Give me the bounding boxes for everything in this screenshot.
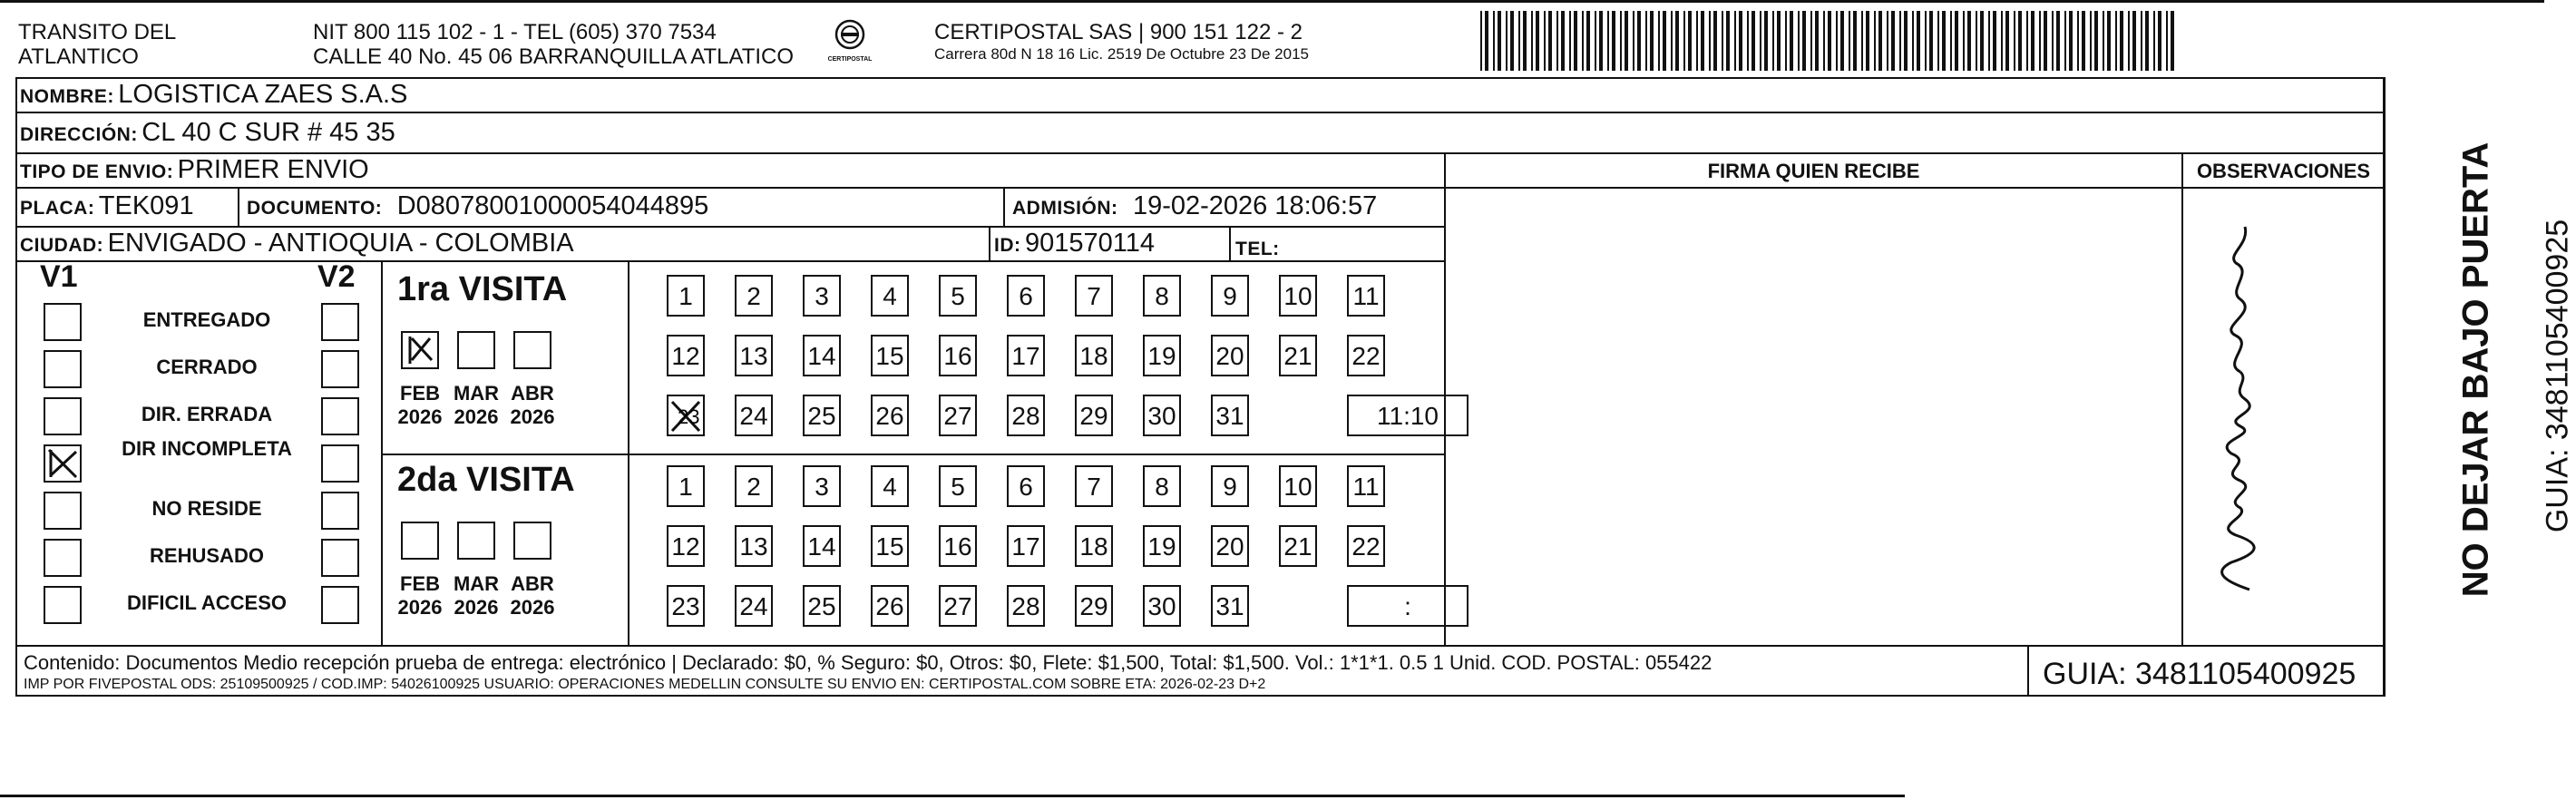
day-box[interactable]: 29 [1075, 395, 1113, 436]
status-option-label: REHUSADO [150, 544, 264, 567]
signature [2186, 209, 2286, 608]
barcode-bar [1701, 11, 1704, 71]
month-label [388, 382, 452, 429]
col-line [381, 260, 383, 645]
barcode-bar [1582, 11, 1584, 71]
logo-icon [832, 18, 868, 51]
direccion-value: CL 40 C SUR # 45 35 [141, 118, 395, 147]
barcode-bar [1751, 11, 1755, 71]
admision-value: 19-02-2026 18:06:57 [1132, 191, 1378, 220]
observaciones-header: OBSERVACIONES [2196, 160, 2371, 182]
side-guia-text: GUIA: 3481105400925 [2540, 219, 2575, 533]
day-box[interactable]: 25 [803, 395, 841, 436]
id-value: 901570114 [1024, 229, 1155, 258]
barcode-bar [1747, 11, 1749, 71]
day-box[interactable]: 4 [871, 465, 909, 507]
documento-cell [247, 191, 708, 221]
barcode-bar [1810, 11, 1812, 71]
day-box[interactable]: 9 [1211, 465, 1249, 507]
col-line [2027, 645, 2029, 697]
barcode-bar [1683, 11, 1685, 71]
barcode-bar [1912, 11, 1914, 71]
day-box[interactable]: 1 [667, 465, 705, 507]
direccion-row [20, 118, 395, 148]
col-line [1444, 187, 2181, 189]
day-box[interactable]: 8 [1143, 275, 1181, 317]
col-line [1229, 226, 1231, 260]
bottom-edge [0, 795, 1905, 797]
placa-cell [20, 191, 194, 221]
barcode-bar [1620, 11, 1622, 71]
barcode-bar [1772, 11, 1774, 71]
barcode-bar [1823, 11, 1825, 71]
barcode-bar [1650, 11, 1654, 71]
day-box[interactable]: 22 [1347, 335, 1385, 376]
day-box[interactable]: 19 [1143, 525, 1181, 567]
barcode-bar [1518, 11, 1520, 71]
barcode-bar [2094, 11, 2098, 71]
day-box[interactable]: 20 [1211, 525, 1249, 567]
v1-checkbox[interactable] [44, 350, 82, 388]
col-line [238, 187, 239, 226]
barcode-bar [1950, 11, 1952, 71]
day-box[interactable]: 5 [939, 275, 977, 317]
barcode-bar [1917, 11, 1920, 71]
documento-value: D08078001000054044895 [396, 191, 709, 220]
barcode-bar [1595, 11, 1596, 71]
barcode-bar [1561, 11, 1565, 71]
v2-checkbox[interactable] [321, 586, 359, 624]
barcode-bar [2103, 11, 2104, 71]
barcode-bar [1878, 11, 1882, 71]
month-checkbox[interactable] [457, 331, 495, 369]
day-box[interactable]: 5 [939, 465, 977, 507]
barcode-bar [1874, 11, 1876, 71]
barcode-bar [1925, 11, 1927, 71]
barcode-bar [1760, 11, 1761, 71]
month-name: FEB [400, 572, 440, 595]
day-box[interactable]: 31 [1211, 585, 1249, 627]
id-cell [994, 229, 1155, 259]
barcode-bar [1569, 11, 1571, 71]
barcode-bar [1887, 11, 1888, 71]
barcode-bar [2120, 11, 2123, 71]
day-box[interactable]: 25 [803, 585, 841, 627]
status-option-label: NO RESIDE [151, 497, 262, 520]
footer-imp: IMP POR FIVEPOSTAL ODS: 25109500925 / COD.IMP: 54026100925 USUARIO: OPERACIONES MEDELLIN CONSULTE SU ENVIO EN: CERTIPOSTAL.COM SOBRE ETA: 2026-02-23 D+2 [24, 677, 1266, 692]
barcode-bar [1498, 11, 1501, 71]
day-box[interactable]: 26 [871, 395, 909, 436]
month-year: 2026 [397, 596, 443, 619]
barcode-bar [2026, 11, 2028, 71]
day-box[interactable]: 9 [1211, 275, 1249, 317]
barcode-bar [1586, 11, 1590, 71]
tipo-value: PRIMER ENVIO [177, 155, 369, 184]
courier-line2: Carrera 80d N 18 16 Lic. 2519 De Octubre 23 De 2015 [934, 45, 1309, 63]
barcode-bar [1955, 11, 1958, 71]
courier-info [934, 20, 1309, 64]
barcode-bar [2141, 11, 2142, 71]
nombre-value: LOGISTICA ZAES S.A.S [118, 80, 408, 109]
barcode-bar [1849, 11, 1850, 71]
col-line [1003, 187, 1005, 226]
first-visit-title: 1ra VISITA [397, 270, 568, 308]
barcode-bar [1734, 11, 1736, 71]
barcode-bar [1929, 11, 1933, 71]
barcode-bar [1980, 11, 1984, 71]
barcode-bar [2153, 11, 2155, 71]
col-line [2181, 152, 2183, 645]
admision-label: ADMISIÓN: [1012, 198, 1118, 219]
month-year: 2026 [510, 405, 555, 428]
barcode-bar [2005, 11, 2009, 71]
day-box[interactable]: 21 [1279, 335, 1317, 376]
barcode-bar [2069, 11, 2073, 71]
barcode-bar [1637, 11, 1641, 71]
barcode-bar [1633, 11, 1634, 71]
barcode-bar [1607, 11, 1609, 71]
status-option-label: DIR INCOMPLETA [122, 437, 292, 460]
side-notice [2386, 77, 2575, 697]
col-line [2181, 187, 2384, 189]
nombre-row [20, 80, 407, 110]
barcode-bar [1510, 11, 1514, 71]
day-box[interactable]: 3 [803, 465, 841, 507]
barcode-bar [1688, 11, 1692, 71]
barcode-bar [2001, 11, 2003, 71]
barcode-bar [1696, 11, 1698, 71]
barcode-bar [1709, 11, 1711, 71]
day-box[interactable]: 30 [1143, 395, 1181, 436]
day-box[interactable]: 21 [1279, 525, 1317, 567]
barcode-bar [2014, 11, 2015, 71]
day-box[interactable]: 23 [667, 585, 705, 627]
company-contact [313, 20, 794, 69]
barcode-bar [1967, 11, 1971, 71]
barcode-bar [1993, 11, 1996, 71]
day-box[interactable]: 10 [1279, 465, 1317, 507]
tel-label: TEL: [1235, 239, 1280, 259]
time-box[interactable]: 11:10 [1347, 395, 1469, 436]
company-line2: ATLANTICO [18, 44, 139, 69]
v2-checkbox[interactable] [321, 350, 359, 388]
month-label [501, 382, 564, 429]
status-option-label: DIR. ERRADA [141, 403, 273, 425]
barcode-bar [1713, 11, 1717, 71]
month-name: FEB [400, 382, 440, 405]
day-box[interactable]: 16 [939, 335, 977, 376]
status-option-label: CERRADO [156, 356, 258, 378]
barcode-bar [1506, 11, 1508, 71]
day-box[interactable]: 27 [939, 585, 977, 627]
barcode-bar [1764, 11, 1768, 71]
barcode-bar [1798, 11, 1800, 71]
barcode-bar [1531, 11, 1533, 71]
barcode-bar [1815, 11, 1819, 71]
barcode-bar [1599, 11, 1603, 71]
barcode-bar [1645, 11, 1647, 71]
certipostal-logo [824, 18, 876, 71]
barcode-bar [2128, 11, 2130, 71]
svg-text:23: 23 [678, 405, 700, 428]
tipo-label: TIPO DE ENVIO: [20, 161, 174, 182]
month-name: MAR [453, 572, 500, 595]
day-box[interactable]: 11 [1347, 465, 1385, 507]
barcode-bar [2158, 11, 2161, 71]
day-box[interactable]: 24 [735, 395, 773, 436]
contact-line2: CALLE 40 No. 45 06 BARRANQUILLA ATLATICO [313, 44, 795, 69]
barcode-bar [2171, 11, 2174, 71]
day-box[interactable]: 12 [667, 525, 705, 567]
barcode-bar [1739, 11, 1742, 71]
barcode-bar [1675, 11, 1679, 71]
day-box[interactable]: 28 [1007, 395, 1045, 436]
id-label: ID: [994, 235, 1021, 256]
barcode-bar [1790, 11, 1793, 71]
month-year: 2026 [454, 596, 499, 619]
v1-checkbox[interactable] [44, 303, 82, 341]
no-dejar-text: NO DEJAR BAJO PUERTA [2455, 141, 2496, 598]
barcode-bar [1937, 11, 1939, 71]
nombre-label: NOMBRE: [20, 86, 114, 107]
barcode-bar [1976, 11, 1977, 71]
barcode-bar [1612, 11, 1615, 71]
day-box[interactable]: 19 [1143, 335, 1181, 376]
barcode-bar [1777, 11, 1781, 71]
day-box[interactable]: 28 [1007, 585, 1045, 627]
barcode-bar [1536, 11, 1539, 71]
placa-value: TEK091 [98, 191, 194, 220]
ciudad-value: ENVIGADO - ANTIOQUIA - COLOMBIA [107, 229, 574, 258]
barcode-bar [1671, 11, 1673, 71]
barcode-bar [1726, 11, 1730, 71]
v1-checkbox[interactable] [44, 586, 82, 624]
barcode-bar [1802, 11, 1806, 71]
barcode-bar [1899, 11, 1901, 71]
check-mark-icon [403, 333, 437, 367]
day-box[interactable]: 4 [871, 275, 909, 317]
v1-label: V1 [40, 259, 78, 294]
v2-checkbox[interactable] [321, 539, 359, 577]
status-option-label: ENTREGADO [142, 308, 271, 331]
day-box[interactable] [667, 395, 705, 436]
barcode-bar [1836, 11, 1838, 71]
day-box[interactable]: 29 [1075, 585, 1113, 627]
day-box[interactable]: 6 [1007, 465, 1045, 507]
ciudad-cell [20, 229, 574, 259]
barcode-bar [1523, 11, 1527, 71]
day-box[interactable]: 14 [803, 525, 841, 567]
day-box[interactable]: 17 [1007, 335, 1045, 376]
row-line [15, 152, 2385, 154]
barcode [1480, 11, 2179, 71]
month-label [388, 572, 452, 620]
documento-label: DOCUMENTO: [247, 198, 383, 219]
month-name: MAR [453, 382, 500, 405]
v1-checkbox[interactable] [44, 492, 82, 530]
check-mark-icon [45, 446, 80, 481]
barcode-bar [2077, 11, 2079, 71]
company-line1: TRANSITO DEL [18, 20, 177, 44]
day-box[interactable]: 2 [735, 465, 773, 507]
barcode-bar [2132, 11, 2136, 71]
day-box[interactable]: 17 [1007, 525, 1045, 567]
month-checkbox[interactable] [513, 331, 551, 369]
day-box[interactable]: 16 [939, 525, 977, 567]
barcode-bar [2052, 11, 2054, 71]
barcode-bar [1556, 11, 1558, 71]
day-box[interactable]: 7 [1075, 275, 1113, 317]
day-box[interactable]: 2 [735, 275, 773, 317]
second-visit-title: 2da VISITA [397, 461, 575, 499]
status-option-label: DIFICIL ACCESO [126, 591, 287, 614]
company-name [18, 20, 176, 69]
barcode-bar [2082, 11, 2085, 71]
barcode-bar [1785, 11, 1787, 71]
barcode-bar [1853, 11, 1857, 71]
barcode-bar [2018, 11, 2022, 71]
top-edge [0, 0, 2544, 3]
ciudad-label: CIUDAD: [20, 235, 104, 256]
v2-checkbox[interactable] [321, 303, 359, 341]
barcode-bar [1942, 11, 1946, 71]
barcode-bar [1866, 11, 1869, 71]
day-box[interactable]: 11 [1347, 275, 1385, 317]
day-box[interactable]: 24 [735, 585, 773, 627]
month-label [501, 572, 564, 620]
barcode-bar [1861, 11, 1863, 71]
direccion-label: DIRECCIÓN: [20, 124, 138, 145]
courier-line1: CERTIPOSTAL SAS | 900 151 122 - 2 [934, 20, 1303, 44]
day-box[interactable]: 22 [1347, 525, 1385, 567]
placa-label: PLACA: [20, 198, 95, 219]
barcode-bar [2056, 11, 2060, 71]
logo-text: CERTIPOSTAL [827, 56, 873, 63]
admision-cell [1012, 191, 1377, 221]
barcode-bar [1625, 11, 1628, 71]
month-name: ABR [511, 572, 554, 595]
footer-content: Contenido: Documentos Medio recepción prueba de entrega: electrónico | Declarado: $0, % Seguro: $0, Otros: $0, Flete: $1,500, Total: $1,500. Vol.: 1*1*1. 0.5 1 Unid. COD. POSTAL: 055422 [24, 651, 1712, 674]
month-label [444, 572, 508, 620]
barcode-bar [1658, 11, 1660, 71]
v2-checkbox[interactable] [321, 444, 359, 483]
barcode-bar [1663, 11, 1666, 71]
day-box[interactable]: 6 [1007, 275, 1045, 317]
v1-checkbox[interactable] [44, 397, 82, 435]
contact-line1: NIT 800 115 102 - 1 - TEL (605) 370 7534 [313, 20, 717, 44]
v2-checkbox[interactable] [321, 397, 359, 435]
month-year: 2026 [397, 405, 443, 428]
v1-checkbox[interactable] [44, 539, 82, 577]
barcode-bar [1544, 11, 1546, 71]
day-box[interactable]: 26 [871, 585, 909, 627]
barcode-bar [1493, 11, 1495, 71]
row-line [381, 454, 1444, 455]
tipo-row [20, 155, 369, 185]
barcode-bar [1988, 11, 1990, 71]
month-label [444, 382, 508, 429]
barcode-bar [1574, 11, 1577, 71]
col-line [628, 260, 629, 645]
month-checkbox[interactable] [513, 522, 551, 560]
barcode-bar [1963, 11, 1965, 71]
barcode-bar [2115, 11, 2117, 71]
footer-guia: GUIA: 3481105400925 [2043, 657, 2356, 691]
day-box[interactable]: 18 [1075, 525, 1113, 567]
barcode-bar [2090, 11, 2092, 71]
day-box[interactable]: 3 [803, 275, 841, 317]
row-line [15, 645, 2385, 647]
month-name: ABR [511, 382, 554, 405]
day-box[interactable]: 10 [1279, 275, 1317, 317]
barcode-bar [1891, 11, 1895, 71]
barcode-bar [1480, 11, 1482, 71]
day-box[interactable]: 13 [735, 335, 773, 376]
day-box[interactable]: 15 [871, 525, 909, 567]
day-box[interactable]: 8 [1143, 465, 1181, 507]
barcode-bar [1840, 11, 1844, 71]
barcode-bar [1828, 11, 1831, 71]
row-line [15, 260, 1444, 262]
barcode-bar [1548, 11, 1552, 71]
month-checkbox[interactable] [457, 522, 495, 560]
barcode-bar [2044, 11, 2047, 71]
day-box[interactable]: 15 [871, 335, 909, 376]
tel-cell [1235, 232, 1280, 262]
month-checkbox[interactable] [401, 331, 439, 369]
day-box[interactable]: 20 [1211, 335, 1249, 376]
barcode-bar [1722, 11, 1723, 71]
day-box[interactable]: 31 [1211, 395, 1249, 436]
barcode-bar [2031, 11, 2034, 71]
day-box[interactable]: 27 [939, 395, 977, 436]
day-box[interactable]: 7 [1075, 465, 1113, 507]
firma-header: FIRMA QUIEN RECIBE [1707, 160, 1920, 182]
v2-checkbox[interactable] [321, 492, 359, 530]
v2-label: V2 [317, 259, 356, 294]
barcode-bar [2064, 11, 2066, 71]
row-line [15, 112, 2385, 113]
day-box[interactable]: 12 [667, 335, 705, 376]
barcode-bar [1904, 11, 1908, 71]
time-box[interactable]: : [1347, 585, 1469, 627]
day-box[interactable]: 14 [803, 335, 841, 376]
month-year: 2026 [454, 405, 499, 428]
day-box[interactable]: 1 [667, 275, 705, 317]
col-line [989, 226, 990, 260]
day-box[interactable]: 30 [1143, 585, 1181, 627]
barcode-bar [2145, 11, 2149, 71]
barcode-bar [2039, 11, 2041, 71]
day-box[interactable]: 13 [735, 525, 773, 567]
v1-checkbox[interactable] [44, 444, 82, 483]
month-year: 2026 [510, 596, 555, 619]
day-box[interactable]: 18 [1075, 335, 1113, 376]
barcode-bar [2166, 11, 2168, 71]
barcode-bar [1485, 11, 1488, 71]
barcode-bar [2107, 11, 2111, 71]
month-checkbox[interactable] [401, 522, 439, 560]
